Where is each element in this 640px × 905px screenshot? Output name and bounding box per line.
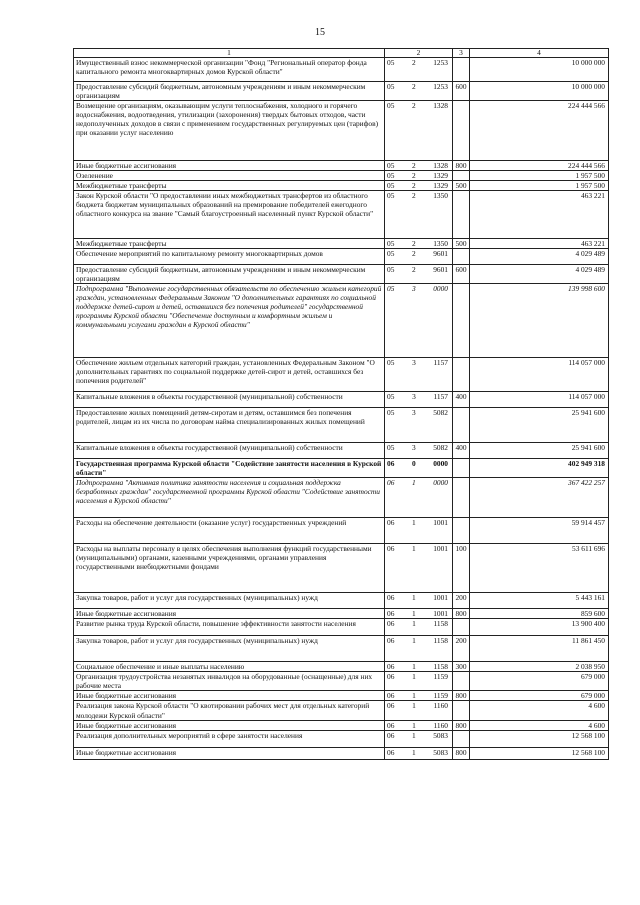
code-section: 06 bbox=[387, 636, 395, 646]
row-code bbox=[385, 191, 453, 239]
row-name: Межбюджетные трансферты bbox=[74, 239, 385, 249]
code-subprogram: 1 bbox=[411, 518, 416, 528]
row-name: Обеспечение мероприятий по капитальному ремонту многоквартирных домов bbox=[74, 249, 385, 265]
row-name: Иные бюджетные ассигнования bbox=[74, 747, 385, 759]
row-code-parts bbox=[387, 691, 450, 700]
row-expense-type: 100 bbox=[453, 544, 470, 593]
row-amount: 4 600 bbox=[470, 720, 609, 730]
code-section: 06 bbox=[387, 747, 395, 757]
table-row bbox=[74, 518, 609, 544]
row-expense-type bbox=[453, 171, 470, 181]
table-row bbox=[74, 161, 609, 171]
budget-table bbox=[73, 48, 609, 760]
table-row bbox=[74, 720, 609, 730]
code-section: 05 bbox=[387, 284, 395, 294]
code-target: 1329 bbox=[433, 181, 448, 191]
code-target: 1001 bbox=[433, 593, 448, 603]
code-subprogram: 3 bbox=[412, 358, 416, 368]
code-subprogram: 1 bbox=[412, 662, 416, 672]
table-row bbox=[74, 249, 609, 265]
code-subprogram: 2 bbox=[411, 171, 416, 181]
row-expense-type: 600 bbox=[453, 265, 470, 284]
code-subprogram: 1 bbox=[412, 636, 416, 646]
code-subprogram: 1 bbox=[411, 609, 416, 619]
row-code bbox=[385, 392, 453, 408]
row-expense-type: 200 bbox=[453, 593, 470, 609]
header-col-2: 2 bbox=[385, 49, 453, 58]
code-target: 0000 bbox=[433, 459, 448, 469]
code-section: 06 bbox=[387, 478, 395, 488]
code-subprogram: 1 bbox=[411, 478, 416, 488]
row-amount: 25 941 600 bbox=[470, 408, 609, 443]
row-code-parts bbox=[387, 721, 450, 730]
row-expense-type: 500 bbox=[453, 239, 470, 249]
row-code bbox=[385, 478, 453, 518]
row-expense-type bbox=[453, 58, 470, 82]
row-name: Подпрограмма "Активная политика занятости населения и социальная поддержка безработных граждан" государственной программы Курской области "Содействие занятости населения в Курской области" bbox=[74, 478, 385, 518]
code-target: 1160 bbox=[433, 720, 448, 730]
row-name: Капитальные вложения в объекты государственной (муниципальной) собственности bbox=[74, 443, 385, 459]
row-code bbox=[385, 265, 453, 284]
code-target: 5083 bbox=[433, 747, 448, 757]
row-expense-type: 400 bbox=[453, 392, 470, 408]
row-code bbox=[385, 181, 453, 191]
row-expense-type bbox=[453, 284, 470, 358]
row-amount: 12 568 100 bbox=[470, 747, 609, 759]
row-code-parts bbox=[387, 619, 450, 628]
row-name: Имущественный взнос некоммерческой организации "Фонд "Региональный оператор фонда капитального ремонта многоквартирных домов Курской области" bbox=[74, 58, 385, 82]
code-target: 1001 bbox=[433, 609, 448, 619]
code-subprogram: 1 bbox=[412, 619, 416, 629]
row-code-parts bbox=[387, 191, 450, 200]
code-target: 1001 bbox=[433, 518, 448, 528]
row-code bbox=[385, 662, 453, 672]
row-code bbox=[385, 101, 453, 161]
code-subprogram: 2 bbox=[411, 181, 416, 191]
row-code bbox=[385, 284, 453, 358]
row-code bbox=[385, 58, 453, 82]
code-subprogram: 1 bbox=[412, 701, 416, 711]
row-code-parts bbox=[387, 593, 450, 602]
code-subprogram: 3 bbox=[411, 443, 416, 453]
row-amount: 5 443 161 bbox=[470, 593, 609, 609]
row-code-parts bbox=[387, 459, 450, 468]
row-amount: 1 957 500 bbox=[470, 171, 609, 181]
table-row bbox=[74, 392, 609, 408]
row-code bbox=[385, 239, 453, 249]
code-section: 06 bbox=[387, 518, 395, 528]
row-amount: 11 861 450 bbox=[470, 636, 609, 662]
code-subprogram: 2 bbox=[411, 58, 416, 67]
row-code-parts bbox=[387, 609, 450, 618]
table-row bbox=[74, 358, 609, 392]
row-code-parts bbox=[387, 358, 450, 367]
row-name: Реализация дополнительных мероприятий в сфере занятости населения bbox=[74, 730, 385, 747]
row-amount: 114 057 000 bbox=[470, 358, 609, 392]
row-code-parts bbox=[387, 408, 450, 417]
table-row bbox=[74, 443, 609, 459]
table-row bbox=[74, 701, 609, 720]
row-expense-type bbox=[453, 518, 470, 544]
table-row bbox=[74, 636, 609, 662]
code-section: 06 bbox=[387, 662, 395, 672]
row-code bbox=[385, 747, 453, 759]
code-target: 1157 bbox=[433, 358, 448, 368]
row-code bbox=[385, 691, 453, 701]
table-row bbox=[74, 171, 609, 181]
row-code bbox=[385, 544, 453, 593]
row-code bbox=[385, 459, 453, 478]
code-section: 06 bbox=[387, 691, 395, 701]
row-name: Предоставление жилых помещений детям-сиротам и детям, оставшимся без попечения родителей, лицам из их числа по договорам найма специализированных жилых помещений bbox=[74, 408, 385, 443]
row-expense-type bbox=[453, 358, 470, 392]
code-section: 06 bbox=[387, 544, 395, 554]
row-name: Организация трудоустройства незанятых инвалидов на оборудованные (оснащенные) для них рабочие места bbox=[74, 672, 385, 691]
code-section: 05 bbox=[387, 82, 395, 91]
code-target: 1253 bbox=[433, 58, 448, 67]
row-code bbox=[385, 720, 453, 730]
code-section: 05 bbox=[387, 443, 395, 453]
row-code bbox=[385, 636, 453, 662]
row-amount: 25 941 600 bbox=[470, 443, 609, 459]
row-expense-type bbox=[453, 459, 470, 478]
code-subprogram: 3 bbox=[411, 284, 416, 294]
code-section: 05 bbox=[387, 101, 395, 111]
row-code-parts bbox=[387, 181, 450, 190]
table-row bbox=[74, 662, 609, 672]
row-code bbox=[385, 358, 453, 392]
code-target: 1328 bbox=[433, 101, 448, 111]
row-expense-type bbox=[453, 730, 470, 747]
row-code-parts bbox=[387, 731, 450, 740]
row-code-parts bbox=[387, 636, 450, 645]
code-target: 1350 bbox=[433, 191, 448, 201]
row-amount: 10 000 000 bbox=[470, 58, 609, 82]
row-name: Подпрограмма "Выполнение государственных обязательств по обеспечению жильем категорий граждан, установленных Федеральным Законом "О дополнительных гарантиях по социальной поддержке детей-сирот и детей, оставшихся без попечения родителей" государственной программы Курской области "Обеспечение доступным и комфортным жильем и коммунальными услугами граждан в Курской области" bbox=[74, 284, 385, 358]
code-subprogram: 2 bbox=[411, 191, 416, 201]
code-subprogram: 3 bbox=[412, 392, 416, 402]
row-code-parts bbox=[387, 518, 450, 527]
row-code bbox=[385, 609, 453, 619]
row-code-parts bbox=[387, 58, 450, 67]
row-name: Иные бюджетные ассигнования bbox=[74, 161, 385, 171]
code-subprogram: 1 bbox=[411, 544, 416, 554]
code-target: 1350 bbox=[433, 239, 448, 249]
code-target: 0000 bbox=[433, 478, 448, 488]
code-subprogram: 2 bbox=[411, 101, 416, 111]
table-row bbox=[74, 408, 609, 443]
code-section: 06 bbox=[387, 701, 395, 711]
row-expense-type: 200 bbox=[453, 636, 470, 662]
row-name: Озеленение bbox=[74, 171, 385, 181]
code-target: 9601 bbox=[433, 249, 448, 259]
header-col-4: 4 bbox=[470, 49, 609, 58]
row-expense-type: 500 bbox=[453, 181, 470, 191]
row-code-parts bbox=[387, 265, 450, 274]
code-section: 05 bbox=[387, 239, 395, 249]
row-name: Возмещение организациям, оказывающим услуги теплоснабжения, холодного и горячего водоснабжения, водоотведения, утилизации (захоронения) твердых бытовых отходов, части недополученных доходов в связи с применением государственных регулируемых цен (тарифов) при оказании услуг населению bbox=[74, 101, 385, 161]
row-name: Межбюджетные трансферты bbox=[74, 181, 385, 191]
code-subprogram: 3 bbox=[411, 408, 416, 418]
code-subprogram: 2 bbox=[411, 239, 416, 249]
row-amount: 12 568 100 bbox=[470, 730, 609, 747]
row-expense-type: 800 bbox=[453, 609, 470, 619]
row-amount: 139 998 600 bbox=[470, 284, 609, 358]
row-code-parts bbox=[387, 672, 450, 681]
code-section: 05 bbox=[387, 392, 395, 402]
row-expense-type bbox=[453, 478, 470, 518]
row-expense-type bbox=[453, 249, 470, 265]
table-row bbox=[74, 609, 609, 619]
header-col-1: 1 bbox=[74, 49, 385, 58]
row-expense-type: 800 bbox=[453, 691, 470, 701]
row-code-parts bbox=[387, 171, 450, 180]
row-code-parts bbox=[387, 701, 450, 710]
code-target: 1253 bbox=[433, 82, 448, 91]
code-target: 1158 bbox=[433, 636, 448, 646]
table-row bbox=[74, 265, 609, 284]
row-name: Капитальные вложения в объекты государственной (муниципальной) собственности bbox=[74, 392, 385, 408]
row-code-parts bbox=[387, 478, 450, 487]
row-name: Расходы на выплаты персоналу в целях обеспечения выполнения функций государственными (муниципальными) органами, казенными учреждениями, органами управления государственными внебюджетными фондами bbox=[74, 544, 385, 593]
row-name: Расходы на обеспечение деятельности (оказание услуг) государственных учреждений bbox=[74, 518, 385, 544]
code-section: 06 bbox=[387, 720, 395, 730]
table-row bbox=[74, 619, 609, 636]
row-expense-type: 800 bbox=[453, 720, 470, 730]
code-subprogram: 2 bbox=[411, 82, 416, 91]
row-amount: 402 949 318 bbox=[470, 459, 609, 478]
table-row bbox=[74, 181, 609, 191]
code-target: 5082 bbox=[433, 408, 448, 418]
row-name: Иные бюджетные ассигнования bbox=[74, 720, 385, 730]
row-code bbox=[385, 701, 453, 720]
row-amount: 4 600 bbox=[470, 701, 609, 720]
table-row bbox=[74, 478, 609, 518]
row-code bbox=[385, 672, 453, 691]
row-code-parts bbox=[387, 249, 450, 258]
row-name: Закупка товаров, работ и услуг для государственных (муниципальных) нужд bbox=[74, 593, 385, 609]
row-amount: 463 221 bbox=[470, 239, 609, 249]
code-section: 05 bbox=[387, 171, 395, 181]
code-target: 1158 bbox=[433, 619, 448, 629]
row-code-parts bbox=[387, 161, 450, 170]
code-target: 1158 bbox=[433, 662, 448, 672]
row-amount: 2 038 950 bbox=[470, 662, 609, 672]
code-section: 05 bbox=[387, 191, 395, 201]
code-target: 1001 bbox=[433, 544, 448, 554]
row-code bbox=[385, 730, 453, 747]
row-code bbox=[385, 249, 453, 265]
row-amount: 4 029 489 bbox=[470, 265, 609, 284]
row-expense-type: 600 bbox=[453, 82, 470, 101]
code-target: 1329 bbox=[433, 171, 448, 181]
code-target: 0000 bbox=[433, 284, 448, 294]
row-code-parts bbox=[387, 239, 450, 248]
row-name: Иные бюджетные ассигнования bbox=[74, 691, 385, 701]
code-subprogram: 1 bbox=[412, 691, 416, 701]
code-target: 1160 bbox=[433, 701, 448, 711]
row-expense-type bbox=[453, 619, 470, 636]
row-code bbox=[385, 619, 453, 636]
table-row bbox=[74, 593, 609, 609]
code-section: 06 bbox=[387, 619, 395, 629]
row-code-parts bbox=[387, 662, 450, 671]
table-row bbox=[74, 101, 609, 161]
row-name: Социальное обеспечение и иные выплаты населению bbox=[74, 662, 385, 672]
row-expense-type bbox=[453, 701, 470, 720]
code-section: 05 bbox=[387, 265, 395, 275]
code-subprogram: 2 bbox=[411, 249, 416, 259]
row-name: Развитие рынка труда Курской области, повышение эффективности занятости населения bbox=[74, 619, 385, 636]
code-section: 05 bbox=[387, 358, 395, 368]
row-amount: 463 221 bbox=[470, 191, 609, 239]
row-code-parts bbox=[387, 748, 450, 757]
table-row bbox=[74, 58, 609, 82]
row-amount: 4 029 489 bbox=[470, 249, 609, 265]
row-amount: 224 444 566 bbox=[470, 101, 609, 161]
table-row bbox=[74, 691, 609, 701]
row-code bbox=[385, 82, 453, 101]
row-expense-type bbox=[453, 191, 470, 239]
code-subprogram: 2 bbox=[411, 265, 416, 275]
row-expense-type: 300 bbox=[453, 662, 470, 672]
code-section: 06 bbox=[387, 609, 395, 619]
code-section: 05 bbox=[387, 181, 395, 191]
code-subprogram: 1 bbox=[412, 672, 416, 682]
row-amount: 1 957 500 bbox=[470, 181, 609, 191]
row-name: Иные бюджетные ассигнования bbox=[74, 609, 385, 619]
row-code-parts bbox=[387, 101, 450, 110]
row-code-parts bbox=[387, 284, 450, 293]
code-subprogram: 1 bbox=[412, 720, 416, 730]
code-section: 06 bbox=[387, 730, 395, 740]
row-amount: 13 900 400 bbox=[470, 619, 609, 636]
row-code bbox=[385, 161, 453, 171]
row-code-parts bbox=[387, 82, 450, 91]
row-amount: 53 611 696 bbox=[470, 544, 609, 593]
code-target: 5082 bbox=[433, 443, 448, 453]
row-code bbox=[385, 443, 453, 459]
page-number: 15 bbox=[315, 27, 325, 38]
table-row bbox=[74, 730, 609, 747]
table-row bbox=[74, 672, 609, 691]
code-section: 05 bbox=[387, 161, 395, 171]
row-name: Реализация закона Курской области "О квотировании рабочих мест для отдельных категорий молодежи Курской области" bbox=[74, 701, 385, 720]
code-target: 1328 bbox=[433, 161, 448, 171]
table-row bbox=[74, 544, 609, 593]
code-subprogram: 1 bbox=[411, 730, 416, 740]
row-expense-type: 800 bbox=[453, 161, 470, 171]
row-amount: 10 000 000 bbox=[470, 82, 609, 101]
code-target: 1157 bbox=[433, 392, 448, 402]
code-subprogram: 0 bbox=[411, 459, 416, 469]
code-target: 9601 bbox=[433, 265, 448, 275]
row-name: Предоставление субсидий бюджетным, автономным учреждениям и иным некоммерческим организациям bbox=[74, 82, 385, 101]
row-amount: 679 000 bbox=[470, 672, 609, 691]
code-target: 5083 bbox=[433, 730, 448, 740]
row-code bbox=[385, 171, 453, 181]
table-row bbox=[74, 82, 609, 101]
row-code bbox=[385, 408, 453, 443]
row-code-parts bbox=[387, 443, 450, 452]
row-expense-type bbox=[453, 672, 470, 691]
code-subprogram: 2 bbox=[411, 161, 416, 171]
row-name: Государственная программа Курской области "Содействие занятости населения в Курской области" bbox=[74, 459, 385, 478]
code-section: 06 bbox=[387, 593, 395, 603]
code-section: 05 bbox=[387, 408, 395, 418]
row-name: Предоставление субсидий бюджетным, автономным учреждениям и иным некоммерческим организациям bbox=[74, 265, 385, 284]
table-row bbox=[74, 747, 609, 759]
row-amount: 367 422 257 bbox=[470, 478, 609, 518]
row-name: Обеспечение жильем отдельных категорий граждан, установленных Федеральным Законом "О дополнительных гарантиях по социальной поддержке детей-сирот и детей, оставшихся без попечения родителей" bbox=[74, 358, 385, 392]
row-name: Закон Курской области "О предоставлении иных межбюджетных трансфертов из областного бюджета бюджетам муниципальных образований на премирование победителей ежегодного областного конкурса на звание "Самый благоустроенный населенный пункт Курской области" bbox=[74, 191, 385, 239]
code-section: 05 bbox=[387, 249, 395, 259]
row-expense-type bbox=[453, 101, 470, 161]
code-section: 05 bbox=[387, 58, 395, 67]
row-amount: 224 444 566 bbox=[470, 161, 609, 171]
row-amount: 59 914 457 bbox=[470, 518, 609, 544]
code-section: 06 bbox=[387, 459, 395, 469]
row-code-parts bbox=[387, 392, 450, 401]
code-subprogram: 1 bbox=[411, 593, 416, 603]
row-code-parts bbox=[387, 544, 450, 553]
row-amount: 859 600 bbox=[470, 609, 609, 619]
code-section: 06 bbox=[387, 672, 395, 682]
row-name: Закупка товаров, работ и услуг для государственных (муниципальных) нужд bbox=[74, 636, 385, 662]
table-row bbox=[74, 191, 609, 239]
code-subprogram: 1 bbox=[411, 747, 416, 757]
header-row bbox=[74, 49, 609, 58]
code-target: 1159 bbox=[433, 672, 448, 682]
row-expense-type: 400 bbox=[453, 443, 470, 459]
row-code bbox=[385, 593, 453, 609]
code-target: 1159 bbox=[433, 691, 448, 701]
row-code bbox=[385, 518, 453, 544]
row-amount: 679 000 bbox=[470, 691, 609, 701]
row-amount: 114 057 000 bbox=[470, 392, 609, 408]
table-row bbox=[74, 239, 609, 249]
table-row bbox=[74, 284, 609, 358]
header-col-3: 3 bbox=[453, 49, 470, 58]
row-expense-type: 800 bbox=[453, 747, 470, 759]
row-expense-type bbox=[453, 408, 470, 443]
table-row bbox=[74, 459, 609, 478]
